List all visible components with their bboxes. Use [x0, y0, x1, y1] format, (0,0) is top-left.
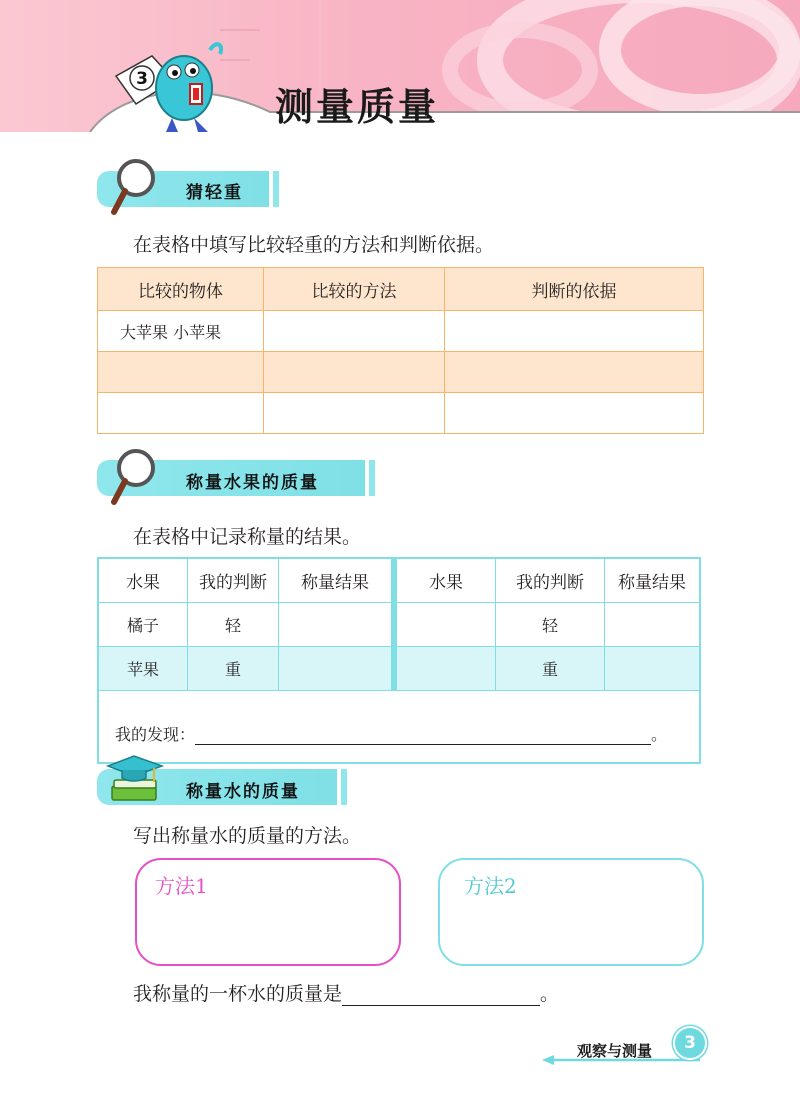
mascot-reading-icon	[112, 36, 232, 136]
footer-unit-title: 观察与测量	[577, 1042, 653, 1060]
table-cell[interactable]	[394, 603, 496, 647]
magnifier-icon	[104, 156, 164, 220]
table-cell: 轻	[496, 603, 605, 647]
table-row	[98, 393, 704, 434]
instruction-guess: 在表格中填写比较轻重的方法和判断依据。	[133, 234, 495, 256]
finding-cell	[98, 691, 700, 764]
section-title-guess: 猜轻重	[186, 183, 243, 203]
table-cell[interactable]	[445, 393, 704, 434]
table-cell: 轻	[188, 603, 279, 647]
method2-label: 方法2	[464, 874, 517, 898]
graduation-book-icon	[104, 752, 166, 810]
method2-box[interactable]	[438, 858, 704, 966]
column-header: 水果	[98, 558, 188, 603]
instruction-water: 写出称量水的质量的方法。	[133, 825, 362, 847]
page-number: 3	[673, 1026, 707, 1060]
method1-label: 方法1	[155, 874, 208, 898]
table-cell[interactable]	[605, 647, 701, 691]
column-header: 称量结果	[279, 558, 395, 603]
water-result-text: 我称量的一杯水的质量是	[133, 983, 343, 1005]
table-header-row	[98, 558, 700, 603]
section-title-water: 称量水的质量	[186, 782, 300, 802]
instruction-fruit: 在表格中记录称量的结果。	[133, 526, 362, 548]
section-title-fruit: 称量水果的质量	[186, 473, 319, 493]
table-cell[interactable]	[445, 352, 704, 393]
fruit-weighing-table	[97, 557, 701, 764]
column-header: 我的判断	[188, 558, 279, 603]
table-cell[interactable]	[605, 603, 701, 647]
table-cell[interactable]	[98, 393, 264, 434]
table-cell: 重	[496, 647, 605, 691]
compare-weight-table	[97, 267, 704, 434]
table-cell[interactable]	[264, 311, 445, 352]
table-header-row	[98, 268, 704, 311]
column-header: 称量结果	[605, 558, 701, 603]
water-result-line	[133, 979, 559, 1006]
water-result-blank[interactable]	[342, 985, 540, 1006]
finding-row	[98, 691, 700, 764]
table-cell[interactable]	[279, 603, 395, 647]
table-cell[interactable]	[264, 393, 445, 434]
water-result-end: 。	[540, 983, 560, 1005]
finding-label: 我的发现：	[115, 724, 196, 744]
magnifier-icon	[104, 446, 164, 510]
table-cell: 重	[188, 647, 279, 691]
table-row	[98, 603, 700, 647]
table-row	[98, 352, 704, 393]
finding-end: 。	[651, 724, 668, 744]
table-cell[interactable]	[445, 311, 704, 352]
finding-blank[interactable]	[195, 726, 651, 745]
column-header: 比较的物体	[98, 268, 264, 311]
table-cell: 大苹果 小苹果	[98, 311, 264, 352]
column-header: 判断的依据	[445, 268, 704, 311]
table-row	[98, 311, 704, 352]
column-header: 水果	[394, 558, 496, 603]
table-cell[interactable]	[279, 647, 395, 691]
table-cell: 苹果	[98, 647, 188, 691]
table-cell[interactable]	[264, 352, 445, 393]
table-row	[98, 647, 700, 691]
column-header: 比较的方法	[264, 268, 445, 311]
lesson-title: 测量质量	[275, 85, 440, 129]
table-cell: 橘子	[98, 603, 188, 647]
table-cell[interactable]	[98, 352, 264, 393]
column-header: 我的判断	[496, 558, 605, 603]
table-cell[interactable]	[394, 647, 496, 691]
method1-box[interactable]	[135, 858, 401, 966]
lesson-number: 3	[136, 69, 148, 89]
